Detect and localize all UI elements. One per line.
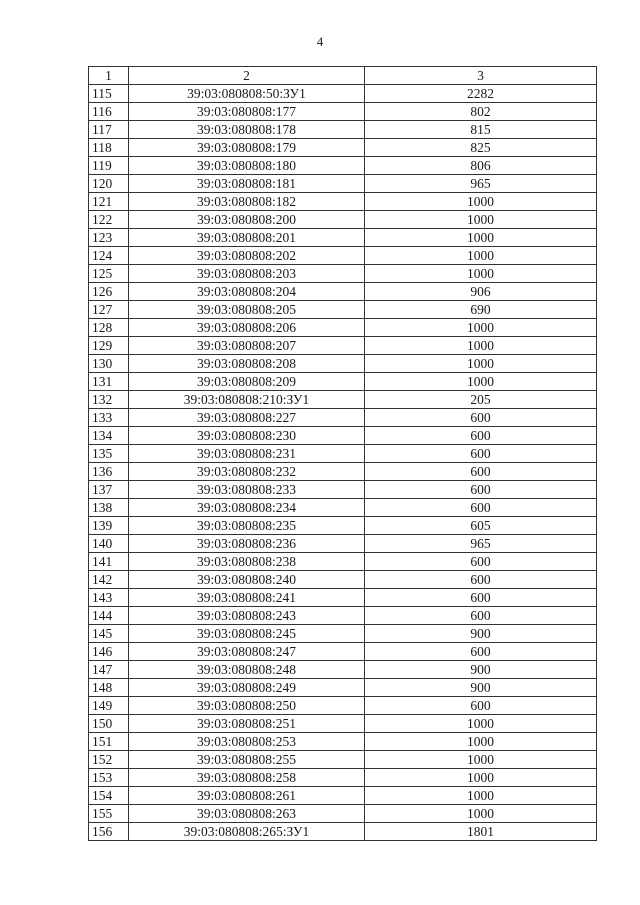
row-number-cell: 156 xyxy=(89,823,129,841)
cadastral-number-cell: 39:03:080808:261 xyxy=(129,787,365,805)
area-value-cell: 600 xyxy=(365,499,597,517)
area-value-cell: 1000 xyxy=(365,733,597,751)
area-value-cell: 205 xyxy=(365,391,597,409)
table-row xyxy=(89,715,597,733)
table-row xyxy=(89,607,597,625)
table-row xyxy=(89,265,597,283)
row-number-cell: 123 xyxy=(89,229,129,247)
area-value-cell: 1000 xyxy=(365,265,597,283)
cadastral-number-cell: 39:03:080808:180 xyxy=(129,157,365,175)
area-value-cell: 1000 xyxy=(365,337,597,355)
table-row xyxy=(89,589,597,607)
cadastral-number-cell: 39:03:080808:210:ЗУ1 xyxy=(129,391,365,409)
area-value-cell: 690 xyxy=(365,301,597,319)
table-row xyxy=(89,553,597,571)
row-number-cell: 142 xyxy=(89,571,129,589)
area-value-cell: 900 xyxy=(365,679,597,697)
cadastral-number-cell: 39:03:080808:200 xyxy=(129,211,365,229)
area-value-cell: 600 xyxy=(365,463,597,481)
table-row xyxy=(89,733,597,751)
table-row xyxy=(89,499,597,517)
area-value-cell: 1000 xyxy=(365,787,597,805)
area-value-cell: 965 xyxy=(365,175,597,193)
area-value-cell: 900 xyxy=(365,661,597,679)
cadastral-number-cell: 39:03:080808:232 xyxy=(129,463,365,481)
area-value-cell: 600 xyxy=(365,571,597,589)
table-header-row xyxy=(89,67,597,85)
row-number-cell: 115 xyxy=(89,85,129,103)
area-value-cell: 1000 xyxy=(365,805,597,823)
area-value-cell: 605 xyxy=(365,517,597,535)
table-row xyxy=(89,157,597,175)
table-row xyxy=(89,229,597,247)
area-value-cell: 1000 xyxy=(365,229,597,247)
area-value-cell: 600 xyxy=(365,445,597,463)
column-number-2: 2 xyxy=(129,67,365,85)
row-number-cell: 148 xyxy=(89,679,129,697)
table-row xyxy=(89,463,597,481)
area-value-cell: 1000 xyxy=(365,769,597,787)
area-value-cell: 2282 xyxy=(365,85,597,103)
cadastral-number-cell: 39:03:080808:204 xyxy=(129,283,365,301)
table-row xyxy=(89,769,597,787)
table-row xyxy=(89,679,597,697)
table-row xyxy=(89,85,597,103)
table-row xyxy=(89,319,597,337)
row-number-cell: 130 xyxy=(89,355,129,373)
cadastral-number-cell: 39:03:080808:236 xyxy=(129,535,365,553)
row-number-cell: 126 xyxy=(89,283,129,301)
area-value-cell: 906 xyxy=(365,283,597,301)
row-number-cell: 149 xyxy=(89,697,129,715)
cadastral-number-cell: 39:03:080808:249 xyxy=(129,679,365,697)
row-number-cell: 116 xyxy=(89,103,129,121)
table-row xyxy=(89,139,597,157)
table-row xyxy=(89,211,597,229)
row-number-cell: 127 xyxy=(89,301,129,319)
table-row xyxy=(89,787,597,805)
cadastral-number-cell: 39:03:080808:203 xyxy=(129,265,365,283)
row-number-cell: 146 xyxy=(89,643,129,661)
row-number-cell: 147 xyxy=(89,661,129,679)
table-row xyxy=(89,751,597,769)
cadastral-number-cell: 39:03:080808:205 xyxy=(129,301,365,319)
cadastral-number-cell: 39:03:080808:178 xyxy=(129,121,365,139)
row-number-cell: 131 xyxy=(89,373,129,391)
cadastral-number-cell: 39:03:080808:207 xyxy=(129,337,365,355)
row-number-cell: 153 xyxy=(89,769,129,787)
area-value-cell: 1801 xyxy=(365,823,597,841)
area-value-cell: 1000 xyxy=(365,211,597,229)
area-value-cell: 1000 xyxy=(365,715,597,733)
cadastral-number-cell: 39:03:080808:206 xyxy=(129,319,365,337)
area-value-cell: 900 xyxy=(365,625,597,643)
table-row xyxy=(89,481,597,499)
area-value-cell: 600 xyxy=(365,697,597,715)
table-row xyxy=(89,103,597,121)
cadastral-number-cell: 39:03:080808:202 xyxy=(129,247,365,265)
cadastral-number-cell: 39:03:080808:248 xyxy=(129,661,365,679)
table-row xyxy=(89,535,597,553)
area-value-cell: 1000 xyxy=(365,193,597,211)
area-value-cell: 600 xyxy=(365,607,597,625)
table-row xyxy=(89,697,597,715)
row-number-cell: 150 xyxy=(89,715,129,733)
cadastral-number-cell: 39:03:080808:208 xyxy=(129,355,365,373)
cadastral-number-cell: 39:03:080808:251 xyxy=(129,715,365,733)
row-number-cell: 117 xyxy=(89,121,129,139)
area-value-cell: 815 xyxy=(365,121,597,139)
area-value-cell: 965 xyxy=(365,535,597,553)
table-row xyxy=(89,823,597,841)
area-value-cell: 802 xyxy=(365,103,597,121)
table-row xyxy=(89,301,597,319)
row-number-cell: 122 xyxy=(89,211,129,229)
row-number-cell: 125 xyxy=(89,265,129,283)
cadastral-number-cell: 39:03:080808:209 xyxy=(129,373,365,391)
row-number-cell: 140 xyxy=(89,535,129,553)
cadastral-number-cell: 39:03:080808:247 xyxy=(129,643,365,661)
page-number: 4 xyxy=(316,34,324,49)
row-number-cell: 128 xyxy=(89,319,129,337)
row-number-cell: 119 xyxy=(89,157,129,175)
cadastral-number-cell: 39:03:080808:179 xyxy=(129,139,365,157)
row-number-cell: 139 xyxy=(89,517,129,535)
row-number-cell: 141 xyxy=(89,553,129,571)
row-number-cell: 151 xyxy=(89,733,129,751)
table-row xyxy=(89,643,597,661)
row-number-cell: 118 xyxy=(89,139,129,157)
row-number-cell: 145 xyxy=(89,625,129,643)
table-row xyxy=(89,355,597,373)
cadastral-number-cell: 39:03:080808:255 xyxy=(129,751,365,769)
row-number-cell: 136 xyxy=(89,463,129,481)
row-number-cell: 138 xyxy=(89,499,129,517)
table-row xyxy=(89,625,597,643)
area-value-cell: 600 xyxy=(365,481,597,499)
row-number-cell: 133 xyxy=(89,409,129,427)
table-row xyxy=(89,121,597,139)
area-value-cell: 1000 xyxy=(365,373,597,391)
row-number-cell: 152 xyxy=(89,751,129,769)
cadastral-number-cell: 39:03:080808:253 xyxy=(129,733,365,751)
cadastral-number-cell: 39:03:080808:230 xyxy=(129,427,365,445)
row-number-cell: 137 xyxy=(89,481,129,499)
table-row xyxy=(89,661,597,679)
area-value-cell: 1000 xyxy=(365,247,597,265)
row-number-cell: 143 xyxy=(89,589,129,607)
table-row xyxy=(89,805,597,823)
cadastral-number-cell: 39:03:080808:265:ЗУ1 xyxy=(129,823,365,841)
row-number-cell: 155 xyxy=(89,805,129,823)
row-number-cell: 121 xyxy=(89,193,129,211)
cadastral-number-cell: 39:03:080808:50:ЗУ1 xyxy=(129,85,365,103)
row-number-cell: 135 xyxy=(89,445,129,463)
row-number-cell: 124 xyxy=(89,247,129,265)
cadastral-number-cell: 39:03:080808:245 xyxy=(129,625,365,643)
table-row xyxy=(89,283,597,301)
cadastral-number-cell: 39:03:080808:238 xyxy=(129,553,365,571)
cadastral-number-cell: 39:03:080808:263 xyxy=(129,805,365,823)
cadastral-number-cell: 39:03:080808:227 xyxy=(129,409,365,427)
area-value-cell: 1000 xyxy=(365,751,597,769)
area-value-cell: 600 xyxy=(365,643,597,661)
row-number-cell: 129 xyxy=(89,337,129,355)
cadastral-number-cell: 39:03:080808:235 xyxy=(129,517,365,535)
column-number-3: 3 xyxy=(365,67,597,85)
table-row xyxy=(89,445,597,463)
cadastral-number-cell: 39:03:080808:258 xyxy=(129,769,365,787)
table-row xyxy=(89,427,597,445)
row-number-cell: 144 xyxy=(89,607,129,625)
table-body xyxy=(89,85,597,841)
row-number-cell: 154 xyxy=(89,787,129,805)
table-row xyxy=(89,337,597,355)
table-row xyxy=(89,175,597,193)
column-number-1: 1 xyxy=(89,67,129,85)
table-row xyxy=(89,373,597,391)
table-row xyxy=(89,517,597,535)
area-value-cell: 806 xyxy=(365,157,597,175)
cadastral-number-cell: 39:03:080808:231 xyxy=(129,445,365,463)
table-row xyxy=(89,409,597,427)
cadastral-number-cell: 39:03:080808:181 xyxy=(129,175,365,193)
area-value-cell: 600 xyxy=(365,409,597,427)
area-value-cell: 600 xyxy=(365,427,597,445)
cadastral-number-cell: 39:03:080808:182 xyxy=(129,193,365,211)
cadastral-number-cell: 39:03:080808:243 xyxy=(129,607,365,625)
area-value-cell: 600 xyxy=(365,589,597,607)
parcel-table xyxy=(88,66,597,841)
cadastral-number-cell: 39:03:080808:234 xyxy=(129,499,365,517)
table-row xyxy=(89,571,597,589)
cadastral-number-cell: 39:03:080808:241 xyxy=(129,589,365,607)
area-value-cell: 1000 xyxy=(365,319,597,337)
table-row xyxy=(89,193,597,211)
cadastral-number-cell: 39:03:080808:240 xyxy=(129,571,365,589)
row-number-cell: 134 xyxy=(89,427,129,445)
row-number-cell: 132 xyxy=(89,391,129,409)
area-value-cell: 825 xyxy=(365,139,597,157)
table-row xyxy=(89,391,597,409)
row-number-cell: 120 xyxy=(89,175,129,193)
area-value-cell: 600 xyxy=(365,553,597,571)
cadastral-number-cell: 39:03:080808:233 xyxy=(129,481,365,499)
cadastral-number-cell: 39:03:080808:201 xyxy=(129,229,365,247)
cadastral-number-cell: 39:03:080808:250 xyxy=(129,697,365,715)
area-value-cell: 1000 xyxy=(365,355,597,373)
cadastral-number-cell: 39:03:080808:177 xyxy=(129,103,365,121)
table-row xyxy=(89,247,597,265)
